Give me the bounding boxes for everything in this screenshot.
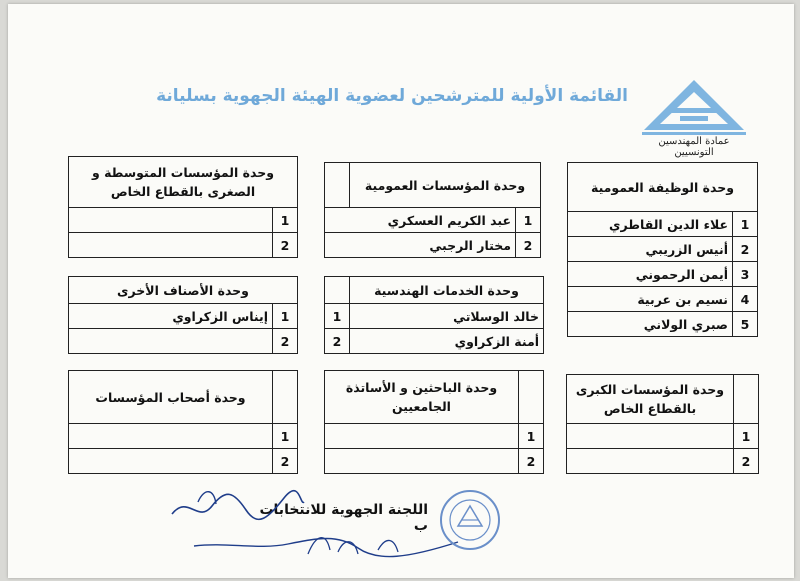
unit-table-engineering-services bbox=[324, 276, 544, 354]
unit-table-public-function bbox=[567, 162, 758, 337]
candidate-name bbox=[567, 424, 734, 449]
candidate-name: نسيم بن عربية bbox=[568, 287, 733, 312]
unit-table-medium-small-private bbox=[68, 156, 298, 258]
row-number: 3 bbox=[733, 262, 758, 287]
table-row bbox=[325, 208, 541, 233]
row-number: 4 bbox=[733, 287, 758, 312]
candidate-name bbox=[325, 449, 519, 474]
table-row bbox=[69, 449, 298, 474]
candidate-name bbox=[69, 329, 273, 354]
table-row bbox=[69, 208, 298, 233]
table-row bbox=[567, 449, 759, 474]
table-row bbox=[325, 304, 544, 329]
candidate-name: إيناس الزكراوي bbox=[69, 304, 273, 329]
row-number: 2 bbox=[273, 449, 298, 474]
handwritten-signature bbox=[188, 524, 468, 564]
triangle-logo-icon bbox=[640, 78, 748, 138]
unit-table-public-institutions bbox=[324, 162, 541, 258]
row-number: 2 bbox=[733, 237, 758, 262]
candidate-name: صبري الولاني bbox=[568, 312, 733, 337]
unit-header: وحدة الأصناف الأخرى bbox=[69, 277, 298, 304]
table-row bbox=[69, 233, 298, 258]
unit-header: وحدة الباحثين و الأساتذة الجامعيين bbox=[325, 371, 519, 424]
row-number: 5 bbox=[733, 312, 758, 337]
row-number: 1 bbox=[325, 304, 350, 329]
unit-header: وحدة المؤسسات العمومية bbox=[350, 163, 541, 208]
candidate-name bbox=[69, 208, 273, 233]
table-row bbox=[568, 212, 758, 237]
row-number: 2 bbox=[734, 449, 759, 474]
unit-header: وحدة الخدمات الهندسية bbox=[350, 277, 544, 304]
row-number: 2 bbox=[325, 329, 350, 354]
logo-caption: عمادة المهندسين التونسيين bbox=[658, 136, 730, 158]
candidate-name: عبد الكريم العسكري bbox=[325, 208, 516, 233]
unit-table-other-categories bbox=[68, 276, 298, 354]
row-number: 1 bbox=[734, 424, 759, 449]
row-number: 1 bbox=[516, 208, 541, 233]
row-number: 1 bbox=[273, 304, 298, 329]
unit-header: وحدة أصحاب المؤسسات bbox=[69, 371, 273, 424]
unit-header: وحدة المؤسسات الكبرى بالقطاع الخاص bbox=[567, 375, 734, 424]
unit-table-large-private bbox=[566, 374, 759, 474]
table-row bbox=[325, 424, 544, 449]
table-row bbox=[69, 304, 298, 329]
engineers-order-logo bbox=[640, 78, 748, 158]
document-sheet bbox=[8, 4, 794, 578]
table-row bbox=[325, 233, 541, 258]
candidate-name: أنيس الزريبي bbox=[568, 237, 733, 262]
row-number: 1 bbox=[733, 212, 758, 237]
table-row bbox=[69, 329, 298, 354]
table-row bbox=[568, 237, 758, 262]
table-row bbox=[568, 287, 758, 312]
table-row bbox=[325, 449, 544, 474]
row-number: 1 bbox=[519, 424, 544, 449]
candidate-name: أمنة الزكراوي bbox=[350, 329, 544, 354]
row-number: 2 bbox=[519, 449, 544, 474]
table-row bbox=[567, 424, 759, 449]
table-row bbox=[568, 312, 758, 337]
election-committee-label: اللجنة الجهوية للانتخابات ب bbox=[259, 502, 428, 534]
candidate-name: أيمن الرحموني bbox=[568, 262, 733, 287]
candidate-name bbox=[69, 424, 273, 449]
candidate-name: خالد الوسلاتي bbox=[350, 304, 544, 329]
table-row bbox=[69, 424, 298, 449]
unit-header: وحدة المؤسسات المتوسطة و الصغرى بالقطاع الخاص bbox=[69, 157, 298, 208]
document-title: القائمة الأولية للمترشحين لعضوية الهيئة الجهوية بسليانة bbox=[156, 86, 628, 106]
row-number: 1 bbox=[273, 208, 298, 233]
table-row bbox=[325, 329, 544, 354]
candidate-name bbox=[567, 449, 734, 474]
signature-scribble bbox=[168, 484, 308, 528]
row-number: 2 bbox=[516, 233, 541, 258]
row-number: 2 bbox=[273, 329, 298, 354]
row-number: 2 bbox=[273, 233, 298, 258]
unit-table-researchers-professors bbox=[324, 370, 544, 474]
candidate-name bbox=[69, 449, 273, 474]
row-number: 1 bbox=[273, 424, 298, 449]
unit-table-business-owners bbox=[68, 370, 298, 474]
unit-header: وحدة الوظيفة العمومية bbox=[568, 163, 758, 212]
table-row bbox=[568, 262, 758, 287]
candidate-name bbox=[69, 233, 273, 258]
candidate-name: مختار الرجبي bbox=[325, 233, 516, 258]
candidate-name: علاء الدين القاطري bbox=[568, 212, 733, 237]
official-stamp-icon bbox=[438, 488, 502, 552]
candidate-name bbox=[325, 424, 519, 449]
